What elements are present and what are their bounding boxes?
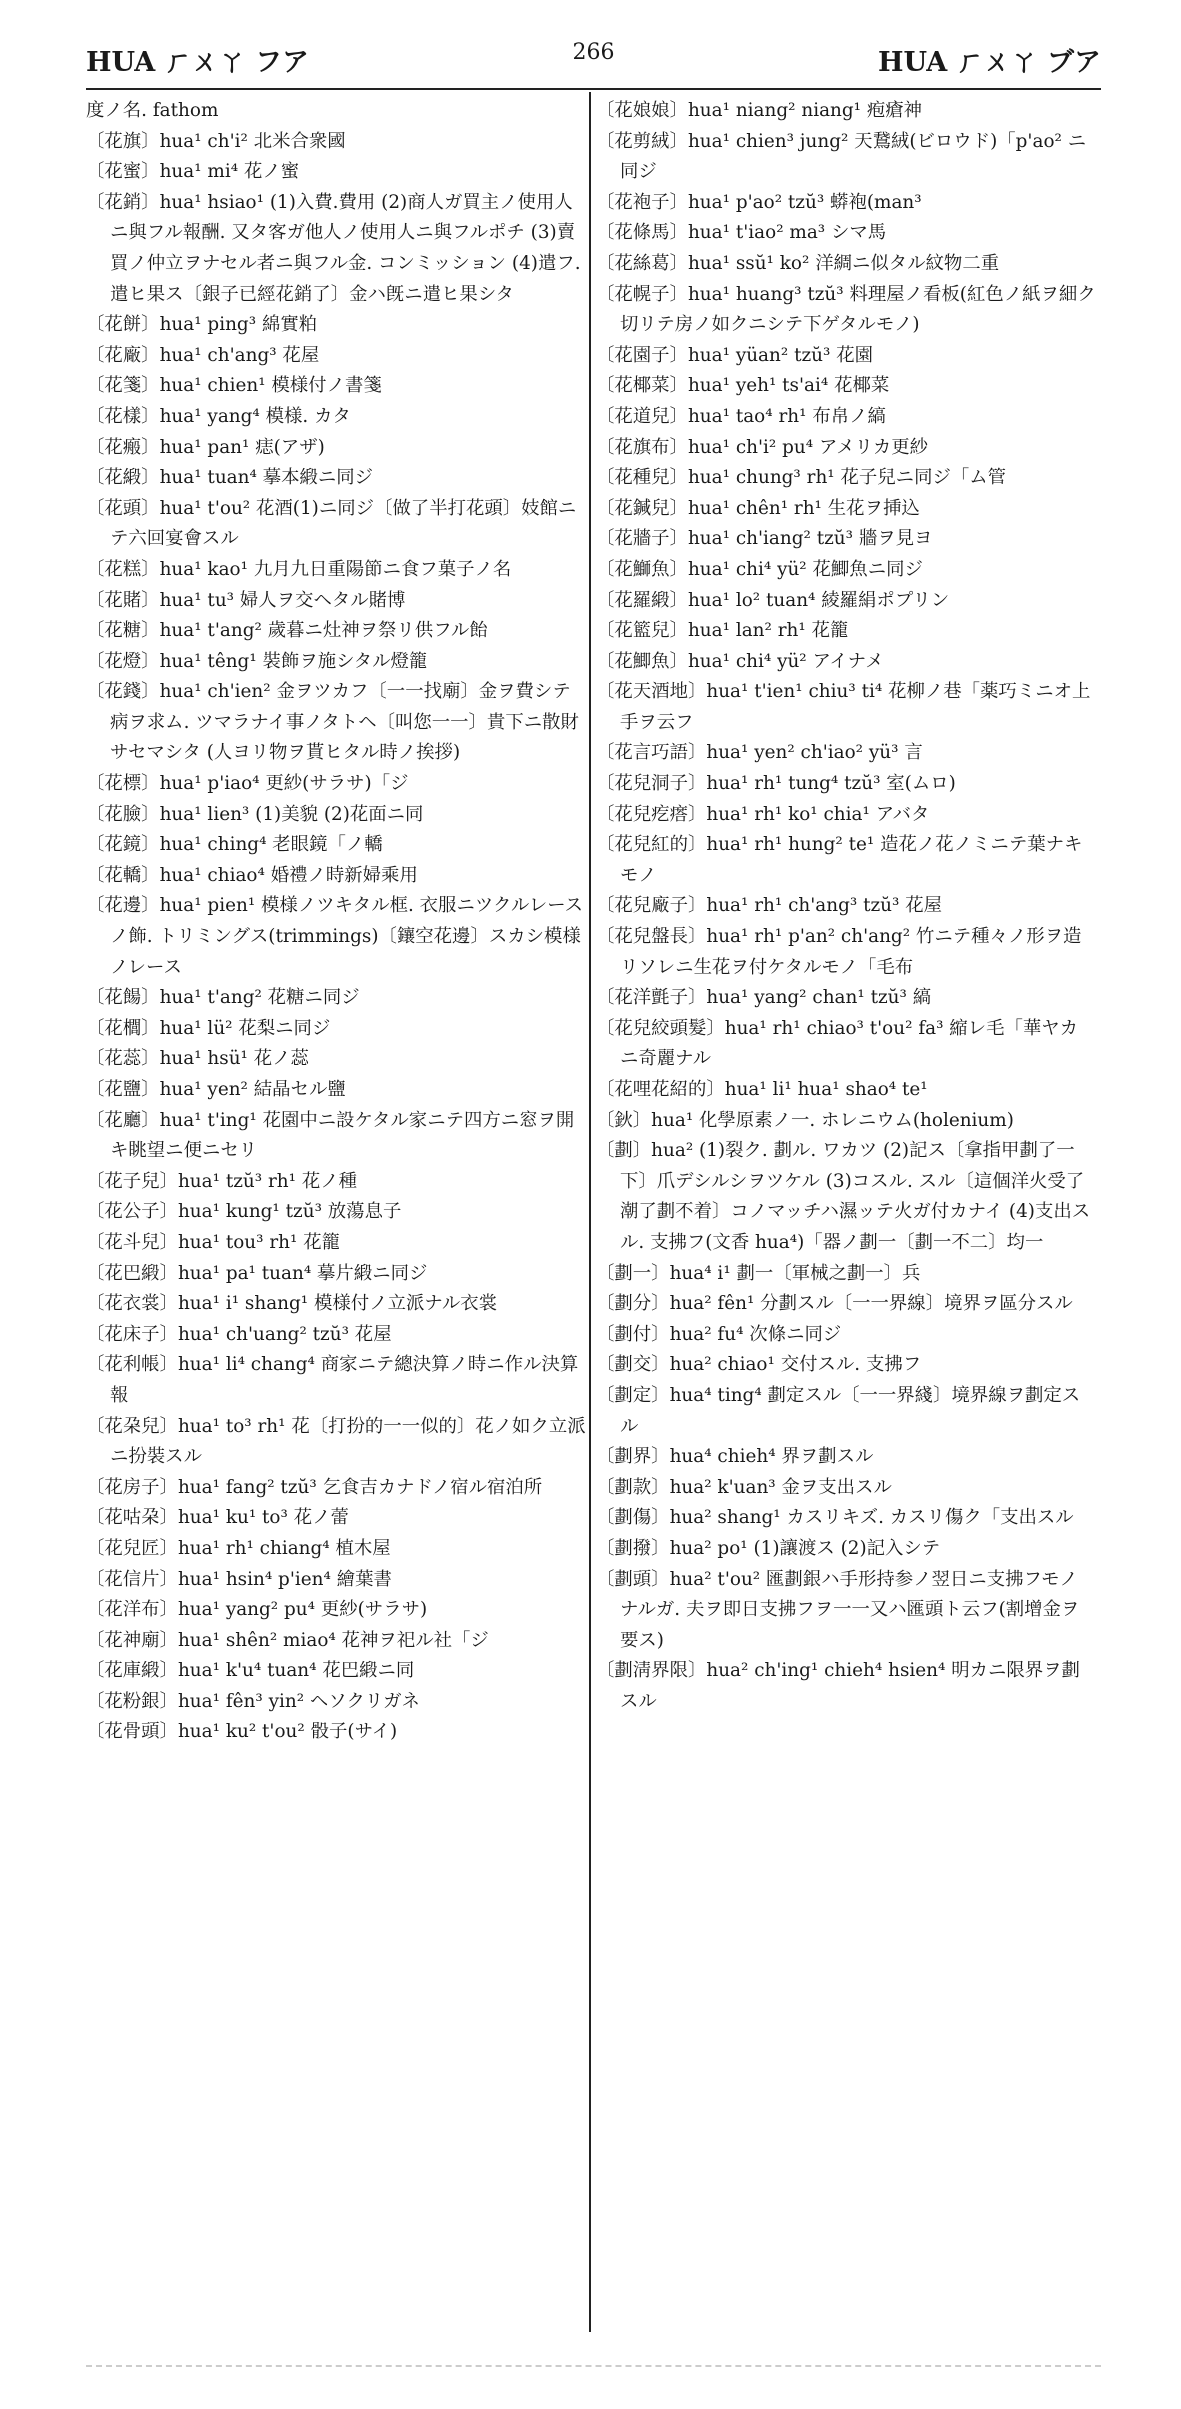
dictionary-entry: 〔花園子〕hua¹ yüan² tzŭ³ 花園 [596,344,874,366]
dictionary-entry: 〔花蜜〕hua¹ mi⁴ 花ノ蜜 [86,161,300,183]
dictionary-entry: 〔花袍子〕hua¹ p'ao² tzŭ³ 蟒袍(man³ [596,191,922,213]
page-header [86,40,1101,84]
dictionary-entry: 〔花斗兒〕hua¹ tou³ rh¹ 花籠 [86,1231,340,1253]
dictionary-entry: 〔花兒絞頭髮〕hua¹ rh¹ chiao³ t'ou² fa³ 縮レ毛「華ヤカニ奇麗ナル [596,1017,1079,1070]
dictionary-entry: 〔劃交〕hua² chiao¹ 交付スル. 支拂フ [596,1354,922,1376]
dictionary-entry: 〔花牆子〕hua¹ ch'iang² tzŭ³ 牆ヲ見ヨ [596,528,933,550]
dictionary-entry: 〔花糕〕hua¹ kao¹ 九月九日重陽節ニ食フ菓子ノ名 [86,558,512,580]
dictionary-entry: 〔劃淸界限〕hua² ch'ing¹ chieh⁴ hsien⁴ 明カニ限界ヲ劃スル [596,1660,1080,1712]
dictionary-entry: 〔花種兒〕hua¹ chung³ rh¹ 花子兒ニ同ジ「ム管 [596,467,1007,489]
dictionary-entry: 〔花娘娘〕hua¹ niang² niang¹ 疱瘡神 [596,100,923,121]
dictionary-entry: 〔花餅〕hua¹ ping³ 綿實粕 [86,314,318,336]
dictionary-entry: 〔花廳〕hua¹ t'ing¹ 花園中ニ設ケタル家ニテ四方ニ窓ヲ開キ眺望ニ便ニセリ [86,1109,575,1162]
dictionary-entry: 〔劃界〕hua⁴ chieh⁴ 界ヲ劃スル [596,1446,874,1468]
dictionary-entry: 〔花鏡〕hua¹ ching⁴ 老眼鏡「ノ轎 [86,834,383,856]
left-column [86,96,586,2346]
dictionary-entry: 〔花鯽魚〕hua¹ chi⁴ yü² アイナメ [596,650,884,672]
dictionary-entry: 〔花言巧語〕hua¹ yen² ch'iao² yü³ 言 [596,742,923,764]
dictionary-entry: 〔鈥〕hua¹ 化學原素ノ一. ホレニウム(holenium) [596,1109,1014,1131]
dictionary-entry: 〔花旗〕hua¹ ch'i² 北米合衆國 [86,130,346,152]
dictionary-entry: 度ノ名. fathom [86,100,219,121]
dictionary-entry: 〔花子兒〕hua¹ tzŭ³ rh¹ 花ノ種 [86,1170,357,1192]
dictionary-entry: 〔花房子〕hua¹ fang² tzŭ³ 乞食吉カナドノ宿ル宿泊所 [86,1476,543,1498]
dictionary-entry: 〔花鰤魚〕hua¹ chi⁴ yü² 花鯽魚ニ同ジ [596,558,923,580]
dictionary-entry: 〔花咕朶〕hua¹ ku¹ to³ 花ノ蕾 [86,1507,349,1529]
dictionary-entry: 〔花箋〕hua¹ chien¹ 模様付ノ書箋 [86,375,382,397]
dictionary-entry: 〔花旗布〕hua¹ ch'i² pu⁴ アメリカ更紗 [596,436,929,458]
dictionary-entry: 〔花兒紅的〕hua¹ rh¹ hung² te¹ 造花ノ花ノミニテ葉ナキモノ [596,834,1083,886]
dictionary-entry: 〔劃定〕hua⁴ ting⁴ 劃定スル〔一一界綫〕境界線ヲ劃定スル [596,1384,1081,1437]
dictionary-entry: 〔花衣裳〕hua¹ i¹ shang¹ 模様付ノ立派ナル衣裳 [86,1293,497,1315]
dictionary-entry: 〔劃撥〕hua² po¹ (1)讓渡ス (2)記入シテ [596,1537,941,1559]
dictionary-entry: 〔花蕊〕hua¹ hsü¹ 花ノ蕊 [86,1048,309,1070]
dictionary-entry: 〔花銷〕hua¹ hsiao¹ (1)入費.費用 (2)商人ガ買主ノ使用人ニ與フル報酬. 又タ客ガ他人ノ使用人ニ與フルポチ (3)賣買ノ仲立ヲナセル者ニ與フル金. コンミッション (4)遣フ. 遣ヒ果ス〔銀子已經花銷了〕金ハ旣ニ遣ヒ果シタ [86,191,581,305]
dictionary-entry: 〔花床子〕hua¹ ch'uang² tzŭ³ 花屋 [86,1323,392,1345]
dictionary-entry: 〔劃款〕hua² k'uan³ 金ヲ支出スル [596,1476,892,1498]
dictionary-entry: 〔花櫚〕hua¹ lü² 花梨ニ同ジ [86,1017,331,1039]
dictionary-entry: 〔花粉銀〕hua¹ fên³ yin² ヘソクリガネ [86,1690,420,1712]
right-column [596,96,1096,2346]
dictionary-entry: 〔花兒疙瘩〕hua¹ rh¹ ko¹ chia¹ アバタ [596,803,930,825]
dictionary-entry: 〔花兒洞子〕hua¹ rh¹ tung⁴ tzŭ³ 室(ムロ) [596,773,956,795]
dictionary-entry: 〔花樣〕hua¹ yang⁴ 模様. カタ [86,405,351,427]
dictionary-entry: 〔花臉〕hua¹ lien³ (1)美貌 (2)花面ニ同 [86,803,424,825]
dictionary-entry: 〔花公子〕hua¹ kung¹ tzŭ³ 放蕩息子 [86,1201,402,1223]
dictionary-entry: 〔劃〕hua² (1)裂ク. 劃ル. ワカツ (2)記ス〔拿指甲劃了一下〕爪デシルシヲツケル (3)コスル. スル〔這個洋火受了潮了劃不着〕コノマッチハ濕ッテ火ガ付カナイ (4)支出スル. 支拂フ(文香 hua⁴)「器ノ劃一〔劃一不二〕均一 [596,1140,1091,1253]
dictionary-entry: 〔花朶兒〕hua¹ to³ rh¹ 花〔打扮的一一似的〕花ノ如ク立派ニ扮裝スル [86,1415,586,1468]
dictionary-entry: 〔花椰菜〕hua¹ yeh¹ ts'ai⁴ 花椰菜 [596,375,890,397]
dictionary-entry: 〔花餳〕hua¹ t'ang² 花糖ニ同ジ [86,987,360,1009]
column-divider [589,92,591,2332]
header-rule [86,88,1101,90]
dictionary-entry: 〔花燈〕hua¹ têng¹ 裝飾ヲ施シタル燈籠 [86,650,428,672]
dictionary-entry: 〔花信片〕hua¹ hsin⁴ p'ien⁴ 繪葉書 [86,1568,392,1590]
footer-rule [86,2365,1101,2367]
dictionary-entry: 〔花兒廠子〕hua¹ rh¹ ch'ang³ tzŭ³ 花屋 [596,895,942,917]
dictionary-entry: 〔花哩花紹的〕hua¹ li¹ hua¹ shao⁴ te¹ [596,1079,928,1100]
dictionary-entry: 〔花骨頭〕hua¹ ku² t'ou² 骰子(サイ) [86,1721,398,1743]
dictionary-entry: 〔花錢〕hua¹ ch'ien² 金ヲツカフ〔一一找廟〕金ヲ費シテ病ヲ求ム. ツマラナイ事ノタトヘ〔叫您一一〕貴下ニ散財サセマシタ (人ヨリ物ヲ貰ヒタル時ノ挨拶) [86,681,579,764]
dictionary-entry: 〔花羅緞〕hua¹ lo² tuan⁴ 綾羅絹ポプリン [596,589,950,611]
dictionary-entry: 〔花天酒地〕hua¹ t'ien¹ chiu³ ti⁴ 花柳ノ巷「薬巧ミニオ上手ヲ云フ [596,681,1091,733]
dictionary-entry: 〔劃付〕hua² fu⁴ 次條ニ同ジ [596,1323,842,1345]
dictionary-entry: 〔劃一〕hua⁴ i¹ 劃一〔軍械之劃一〕兵 [596,1262,921,1284]
dictionary-entry: 〔劃頭〕hua² t'ou² 匯劃銀ハ手形持参ノ翌日ニ支拂フモノナルガ. 夫ヲ即日支拂フヲ一一又ハ匯頭ト云フ(割增金ヲ要ス) [596,1568,1080,1651]
dictionary-entry: 〔花洋氈子〕hua¹ yang² chan¹ tzŭ³ 縞 [596,987,932,1009]
dictionary-entry: 〔花緞〕hua¹ tuan⁴ 摹本緞ニ同ジ [86,467,374,489]
dictionary-entry: 〔花籃兒〕hua¹ lan² rh¹ 花籠 [596,620,849,642]
dictionary-entry: 〔花兒盤長〕hua¹ rh¹ p'an² ch'ang² 竹ニテ種々ノ形ヲ造リソレニ生花ヲ付ケタルモノ「毛布 [596,926,1082,978]
dictionary-entry: 〔花轎〕hua¹ chiao⁴ 婚禮ノ時新婦乘用 [86,864,418,886]
dictionary-entry: 〔花兒匠〕hua¹ rh¹ chiang⁴ 植木屋 [86,1537,391,1559]
dictionary-entry: 〔花庫緞〕hua¹ k'u⁴ tuan⁴ 花巴緞ニ同 [86,1660,415,1682]
dictionary-entry: 〔花道兒〕hua¹ tao⁴ rh¹ 布帛ノ縞 [596,405,886,427]
dictionary-entry: 〔花剪絨〕hua¹ chien³ jung² 天鵞絨(ビロウド)「p'ao² ニ同ジ [596,130,1087,183]
dictionary-entry: 〔花鍼兒〕hua¹ chên¹ rh¹ 生花ヲ挿込 [596,497,920,519]
dictionary-entry: 〔花糖〕hua¹ t'ang² 歲暮ニ灶神ヲ祭リ供フル飴 [86,620,488,642]
dictionary-entry: 〔花洋布〕hua¹ yang² pu⁴ 更紗(サラサ) [86,1599,428,1621]
page-number: 266 [572,40,615,65]
dictionary-entry: 〔花利帳〕hua¹ li⁴ chang⁴ 商家ニテ總決算ノ時ニ作ル決算報 [86,1354,579,1406]
dictionary-entry: 〔花廠〕hua¹ ch'ang³ 花屋 [86,344,320,366]
dictionary-entry: 〔花鹽〕hua¹ yen² 結晶セル鹽 [86,1079,346,1100]
dictionary-entry: 〔花瘢〕hua¹ pan¹ 痣(アザ) [86,436,325,458]
dictionary-entry: 〔花頭〕hua¹ t'ou² 花酒(1)ニ同ジ〔做了半打花頭〕妓館ニテ六回宴會スル [86,497,577,550]
header-right-guide: HUA ㄏㄨㄚ ブア [878,47,1101,78]
dictionary-entry: 〔花幌子〕hua¹ huang³ tzŭ³ 料理屋ノ看板(紅色ノ紙ヲ細ク切リテ房ノ如クニシテ下ゲタルモノ) [596,283,1096,336]
dictionary-entry: 〔花絲葛〕hua¹ ssŭ¹ ko² 洋綢ニ似タル紋物二重 [596,252,1000,274]
dictionary-entry: 〔花標〕hua¹ p'iao⁴ 更紗(サラサ)「ジ [86,773,409,795]
header-left-guide: HUA ㄏㄨㄚ フア [86,47,309,78]
dictionary-entry: 〔花神廟〕hua¹ shên² miao⁴ 花神ヲ祀ル社「ジ [86,1629,489,1651]
dictionary-entry: 〔花賭〕hua¹ tu³ 婦人ヲ交ヘタル賭博 [86,589,406,611]
dictionary-entry: 〔花巴緞〕hua¹ pa¹ tuan⁴ 摹片緞ニ同ジ [86,1262,428,1284]
dictionary-entry: 〔花邊〕hua¹ pien¹ 模様ノツキタル框. 衣服ニツクルレースノ飾. トリミングス(trimmings)〔鑲空花邊〕スカシ模様ノレース [86,895,584,978]
dictionary-entry: 〔花條馬〕hua¹ t'iao² ma³ シマ馬 [596,222,887,244]
dictionary-entry: 〔劃傷〕hua² shang¹ カスリキズ. カスリ傷ク「支出スル [596,1507,1074,1529]
dictionary-entry: 〔劃分〕hua² fên¹ 分劃スル〔一一界線〕境界ヲ區分スル [596,1293,1073,1315]
